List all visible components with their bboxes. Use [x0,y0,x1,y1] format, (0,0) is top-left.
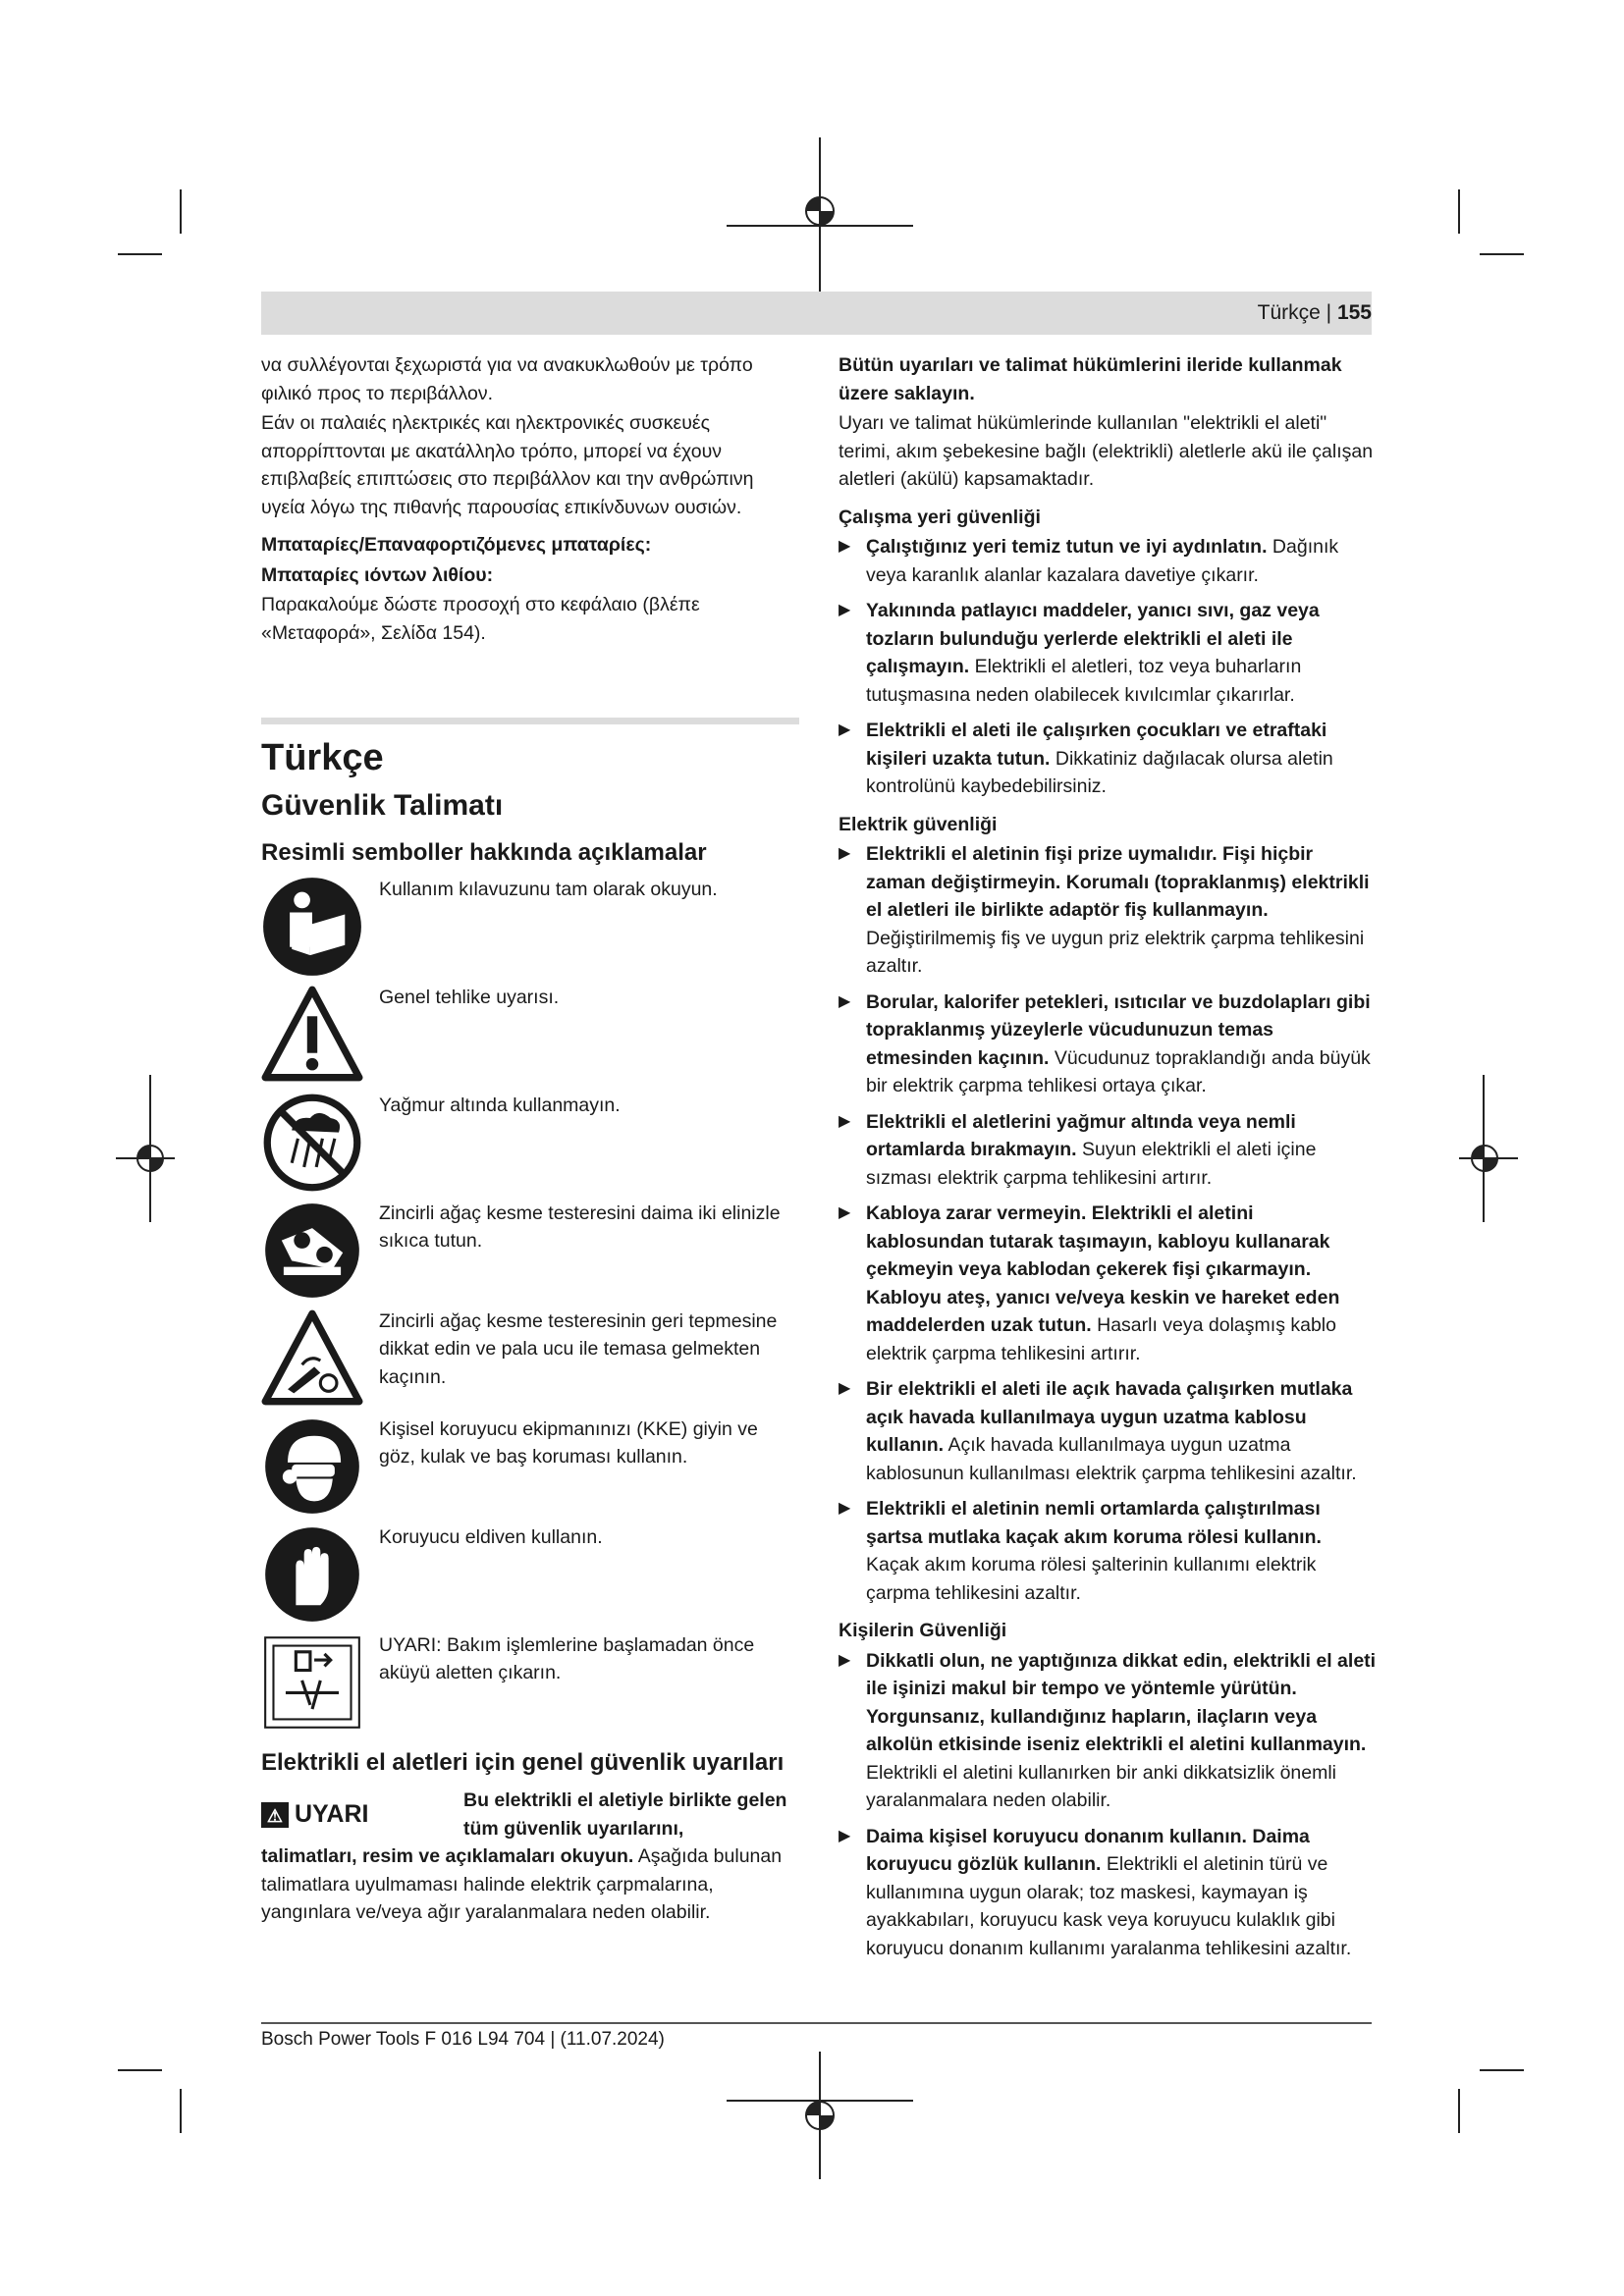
symbol-row [261,1415,799,1518]
symbol-row [261,984,799,1086]
header-bar [261,292,1372,335]
list-item [839,1108,1377,1193]
warning-bold-1: Bu elektrikli el aletiyle birlikte gelen tüm güvenlik uyarılarını, [463,1789,787,1840]
term-definition: Uyarı ve talimat hükümlerinde kullanılan "elektrikli el aleti" terimi, akım şebekesine bağlı (elektrikli) aletlerle akü ile çalışan aletleri (akülü) kapsamaktadır. [839,412,1374,490]
intro-paragraph-2: Εάν οι παλαιές ηλεκτρικές και ηλεκτρονικές συσκευές απορρίπτονται με ακατάλληλο τρόπο, μπορεί να έχουν επιβλαβείς επιπτώσεις στο περιβάλλον και την ανθρώπινη υγεία λόγω της πιθανής παρουσίας επικίνδυνων ουσιών. [261,412,754,518]
header-language: Türkçe [1257,301,1321,324]
gloves-icon [261,1523,363,1626]
electrical-list [839,840,1377,1607]
symbols-heading: Resimli semboller hakkında açıklamalar [261,839,707,866]
warning-icon: ⚠ [261,1802,289,1828]
item-text: Elektrikli el aletleri, toz veya buharların tutuşmasına neden olabilecek kıvılcımlar çıkarırlar. [866,656,1302,706]
item-text: Hasarlı veya dolaşmış kablo elektrik çarpma tehlikesini artırır. [866,1314,1336,1364]
symbol-text: Zincirli ağaç kesme testeresini daima iki elinizle sıkıca tutun. [379,1201,781,1252]
safety-title: Güvenlik Talimatı [261,788,504,822]
section-divider [261,718,799,724]
item-bold: Çalıştığınız yeri temiz tutun ve iyi aydınlatın. [866,536,1268,558]
batteries-heading: Μπαταρίες/Επαναφορτιζόμενες μπαταρίες: [261,534,652,556]
warning-label [261,1787,463,1842]
work-area-list [839,533,1377,801]
right-column [839,351,1377,1970]
no-rain-icon [261,1092,363,1194]
item-text: Dikkatiniz dağılacak olursa aletin kontrolünü kaybedebilirsiniz. [866,747,1333,797]
registration-mark-bottom-icon [727,2052,913,2179]
item-bold: Elektrikli el aleti ile çalışırken çocukları ve etraftaki kişileri uzakta tutun. [866,720,1327,770]
item-text: Suyun elektrikli el aleti içine sızması elektrik çarpma tehlikesini artırır. [866,1139,1317,1189]
warning-label-text: UYARI [295,1800,369,1829]
symbol-row [261,876,799,978]
footer-rule [261,2022,1372,2024]
symbol-text: Yağmur altında kullanmayın. [379,1094,621,1116]
item-bold: Borular, kalorifer petekleri, ısıtıcılar ve buzdolapları gibi topraklanmış yüzeylerle vücudunuzun temas etmesinden kaçının. [866,990,1371,1069]
symbol-row [261,1631,799,1734]
remove-battery-icon [261,1631,363,1734]
intro-paragraph-1: να συλλέγονται ξεχωριστά για να ανακυκλωθούν με τρόπο φιλικό προς το περιβάλλον. [261,354,753,404]
item-text: Vücudunuz topraklandığı anda büyük bir elektrik çarpma tehlikesi ortaya çıkar. [866,1046,1371,1096]
item-bold: Yakınında patlayıcı maddeler, yanıcı sıvı, gaz veya tozların bulunduğu yerlerde elektrikli el aleti ile çalışmayın. [866,600,1320,677]
item-bold: Elektrikli el aletlerini yağmur altında veya nemli ortamlarda bırakmayın. [866,1110,1296,1160]
symbol-row [261,1092,799,1194]
two-hands-saw-icon [261,1200,363,1302]
page-number: 155 [1336,301,1372,324]
symbol-text: Kişisel koruyucu ekipmanınızı (KKE) giyin ve göz, kulak ve baş koruması kullanın. [379,1417,758,1468]
personal-safety-heading: Kişilerin Güvenliği [839,1620,1007,1641]
symbol-row [261,1200,799,1302]
kickback-warning-icon [261,1308,363,1410]
general-warnings-heading: Elektrikli el aletleri için genel güvenlik uyarıları [261,1748,785,1776]
item-bold: Elektrikli el aletinin fişi prize uymalıdır. Fişi hiçbir zaman değiştirmeyin. Korumalı (topraklanmış) elektrikli el aletleri ile birlikte adaptör fiş kullanmayın. [866,843,1370,921]
list-item [839,1375,1377,1487]
item-text: Dağınık veya karanlık alanlar kazalara davetiye çıkarır. [866,536,1339,586]
page-footer: Bosch Power Tools F 016 L94 704 | (11.07.2024) [261,2029,665,2050]
work-area-heading: Çalışma yeri güvenliği [839,506,1041,528]
warning-bold-2: talimatları, resim ve açıklamaları okuyun. [261,1845,634,1867]
ppe-head-icon [261,1415,363,1518]
read-manual-icon [261,876,363,978]
registration-mark-left-icon [116,1129,175,1188]
item-text: Elektrikli el aletini kullanırken bir anki dikkatsizlik önemli yaralanmalara neden olabilir. [866,1761,1337,1811]
item-text: Değiştirilmemiş fiş ve uygun priz elektrik çarpma tehlikesini azaltır. [866,927,1365,977]
symbol-text: Kullanım kılavuzunu tam olarak okuyun. [379,878,718,900]
liion-heading: Μπαταρίες ιόντων λιθίου: [261,563,494,586]
left-column [261,351,799,1929]
symbol-text: UYARI: Bakım işlemlerine başlamadan önce aküyü aletten çıkarın. [379,1633,755,1683]
item-bold: Bir elektrikli el aleti ile açık havada çalışırken mutlaka açık havada kullanılmaya uygun uzatma kablosu kullanın. [866,1378,1353,1456]
registration-mark-right-icon [1459,1129,1518,1188]
warning-box [261,1787,799,1842]
list-item [839,717,1377,801]
warning-text: Aşağıda bulunan talimatlara uyulmaması halinde elektrik çarpmalarına, yangınlara ve/veya ağır yaralanmalara neden olabilir. [261,1845,783,1923]
page-header [1258,301,1372,325]
list-item [839,533,1377,589]
item-text: Açık havada kullanılmaya uygun uzatma kablosunun kullanılması elektrik çarpma tehlikesini azaltır. [866,1434,1357,1484]
warning-triangle-icon [261,984,363,1086]
list-item [839,1200,1377,1367]
symbol-text: Genel tehlike uyarısı. [379,986,560,1008]
list-item [839,1823,1377,1963]
item-bold: Elektrikli el aletinin nemli ortamlarda çalıştırılması şartsa mutlaka kaçak akım koruma rölesi kullanın. [866,1498,1322,1548]
symbol-row [261,1523,799,1626]
liion-text: Παρακαλούμε δώστε προσοχή στο κεφάλαιο (βλέπε «Μεταφορά», Σελίδα 154). [261,594,700,644]
item-bold: Daima kişisel koruyucu donanım kullanın. Daima koruyucu gözlük kullanın. [866,1825,1310,1875]
symbol-text: Koruyucu eldiven kullanın. [379,1525,603,1548]
electrical-heading: Elektrik güvenliği [839,813,998,835]
list-item [839,840,1377,981]
list-item [839,597,1377,709]
list-item [839,1495,1377,1607]
personal-safety-list [839,1647,1377,1963]
item-text: Elektrikli el aletinin türü ve kullanımına uygun olarak; toz maskesi, kaymayan iş ayakkabıları, koruyucu kask veya koruyucu kulaklık gibi koruyucu donanım kullanımı yaralanma tehlikesini azaltır. [866,1853,1352,1959]
language-title: Türkçe [261,737,384,778]
header-separator: | [1320,301,1337,324]
symbol-row [261,1308,799,1410]
symbol-text: Zincirli ağaç kesme testeresinin geri tepmesine dikkat edin ve pala ucu ile temasa gelmekten kaçının. [379,1309,778,1388]
list-item [839,1647,1377,1815]
item-text: Kaçak akım koruma rölesi şalterinin kullanımı elektrik çarpma tehlikesini azaltır. [866,1554,1317,1604]
item-bold: Dikkatli olun, ne yaptığınıza dikkat edin, elektrikli el aleti ile işinizi makul bir tempo ve yöntemle yürütün. Yorgunsanız, kullandığınız hapların, ilaçların veya alkolün etkisinde iseniz elektrikli el aletini kullanmayın. [866,1649,1377,1755]
registration-mark-top-icon [727,137,913,294]
keep-instructions: Bütün uyarıları ve talimat hükümlerini ileride kullanmak üzere saklayın. [839,354,1342,404]
item-bold: Kabloya zarar vermeyin. Elektrikli el aletini kablosundan tutarak taşımayın, kabloyu kullanarak çekmeyin veya kablodan çekerek fişi çıkarmayın. Kabloyu ateş, yanıcı ve/veya keskin ve hareket eden maddelerden uzak tutun. [866,1202,1340,1336]
list-item [839,988,1377,1100]
